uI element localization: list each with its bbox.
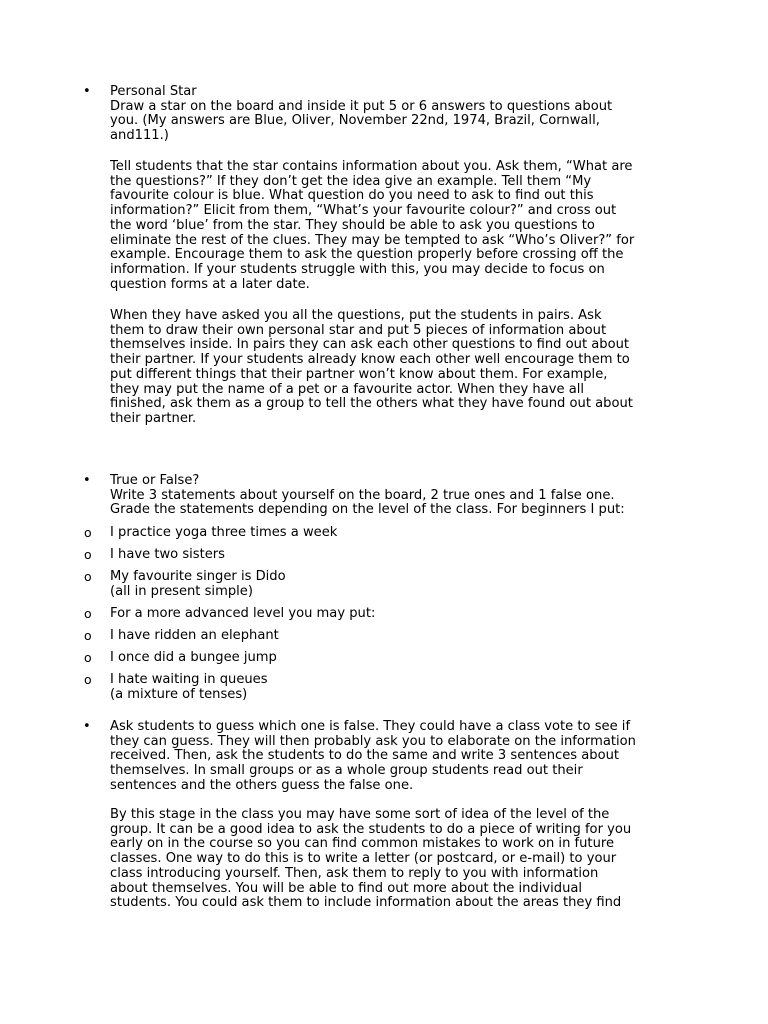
- text-line: themselves inside. In pairs they can ask each other questions to find out about: [110, 337, 630, 353]
- text-line: their partner. If your students already know each other well encourage them to: [110, 352, 630, 368]
- text-line: My favourite singer is Dido: [110, 569, 286, 584]
- guess-body: [110, 720, 670, 794]
- sub-list-body: [110, 526, 670, 541]
- text-line: class introducing yourself. Then, ask them to reply to you with information: [110, 865, 599, 881]
- text-line: group. It can be a good idea to ask the students to do a piece of writing for you: [110, 821, 632, 837]
- personal-star-body: [110, 85, 670, 144]
- text-line: themselves. In small groups or as a whole group students read out their: [110, 763, 583, 779]
- text-line: eliminate the rest of the clues. They may be tempted to ask “Who’s Oliver?” for: [110, 232, 635, 248]
- text-line: you. (My answers are Blue, Oliver, November 22nd, 1974, Brazil, Cornwall,: [110, 113, 600, 129]
- text-line: Draw a star on the board and inside it put 5 or 6 answers to questions about: [110, 98, 613, 114]
- personal-star-para2: [110, 309, 670, 427]
- personal-star-intro: [110, 100, 670, 144]
- circle-marker: o: [84, 672, 92, 687]
- text-line: When they have asked you all the questions, put the students in pairs. Ask: [110, 308, 602, 323]
- section-heading: True or False?: [110, 473, 200, 488]
- text-line: them to draw their own personal star and put 5 pieces of information about: [110, 322, 607, 338]
- bullet-marker: •: [83, 473, 91, 488]
- text-line: they may put the name of a pet or a favourite actor. When they have all: [110, 381, 585, 397]
- text-line: I once did a bungee jump: [110, 650, 277, 665]
- personal-star-para1: [110, 160, 670, 292]
- true-false-intro: [110, 489, 670, 518]
- paragraph-body: [110, 160, 670, 292]
- sub-list-body: [110, 570, 670, 599]
- circle-marker: o: [84, 547, 92, 562]
- guess-para1: [110, 720, 670, 794]
- bullet-marker: •: [83, 84, 91, 99]
- text-line: (all in present simple): [110, 583, 253, 599]
- text-line: (a mixture of tenses): [110, 686, 248, 702]
- circle-marker: o: [84, 569, 92, 584]
- circle-marker: o: [84, 628, 92, 643]
- text-line: I practice yoga three times a week: [110, 525, 338, 540]
- text-line: the word ‘blue’ from the star. They should be able to ask you questions to: [110, 217, 595, 233]
- text-line: example. Encourage them to ask the question properly before crossing off the: [110, 247, 624, 263]
- text-line: Ask students to guess which one is false. They could have a class vote to see if: [110, 719, 631, 734]
- sub-list-body: [110, 673, 670, 702]
- text-line: classes. One way to do this is to write a letter (or postcard, or e-mail) to your: [110, 851, 617, 867]
- paragraph-body: [110, 808, 670, 911]
- text-line: question forms at a later date.: [110, 276, 310, 292]
- sub-list-body: [110, 651, 670, 666]
- guess-para2: [110, 808, 670, 911]
- text-line: sentences and the others guess the false one.: [110, 777, 414, 793]
- text-line: Tell students that the star contains information about you. Ask them, “What are: [110, 159, 633, 174]
- text-line: I hate waiting in queues: [110, 672, 268, 687]
- text-line: Write 3 statements about yourself on the board, 2 true ones and 1 false one.: [110, 487, 615, 503]
- circle-marker: o: [84, 606, 92, 621]
- text-line: put different things that their partner won’t know about them. For example,: [110, 366, 608, 382]
- circle-marker: o: [84, 650, 92, 665]
- text-line: For a more advanced level you may put:: [110, 606, 376, 621]
- text-line: early on in the course so you can find common mistakes to work on in future: [110, 836, 615, 852]
- text-line: received. Then, ask the students to do the same and write 3 sentences about: [110, 748, 620, 764]
- text-line: Grade the statements depending on the level of the class. For beginners I put:: [110, 502, 625, 518]
- text-line: I have two sisters: [110, 547, 226, 562]
- text-line: about themselves. You will be able to find out more about the individual: [110, 880, 583, 896]
- text-line: the questions?” If they don’t get the idea give an example. Tell them “My: [110, 173, 592, 189]
- text-line: their partner.: [110, 410, 197, 426]
- section-heading: Personal Star: [110, 84, 197, 99]
- bullet-marker: •: [83, 719, 91, 734]
- text-line: By this stage in the class you may have some sort of idea of the level of the: [110, 807, 610, 822]
- text-line: I have ridden an elephant: [110, 628, 279, 643]
- sub-list-body: [110, 607, 670, 622]
- text-line: they can guess. They will then probably ask you to elaborate on the information: [110, 733, 636, 749]
- text-line: finished, ask them as a group to tell the others what they have found out about: [110, 396, 633, 412]
- text-line: information?” Elicit from them, “What’s your favourite colour?” and cross out: [110, 203, 617, 219]
- sub-list-body: [110, 629, 670, 644]
- sub-list-body: [110, 548, 670, 563]
- text-line: information. If your students struggle with this, you may decide to focus on: [110, 261, 605, 277]
- paragraph-body: [110, 309, 670, 427]
- circle-marker: o: [84, 525, 92, 540]
- true-false-body: [110, 474, 670, 518]
- text-line: and111.): [110, 128, 169, 144]
- text-line: students. You could ask them to include information about the areas they find: [110, 895, 622, 911]
- text-line: favourite colour is blue. What question do you need to ask to find out this: [110, 188, 594, 204]
